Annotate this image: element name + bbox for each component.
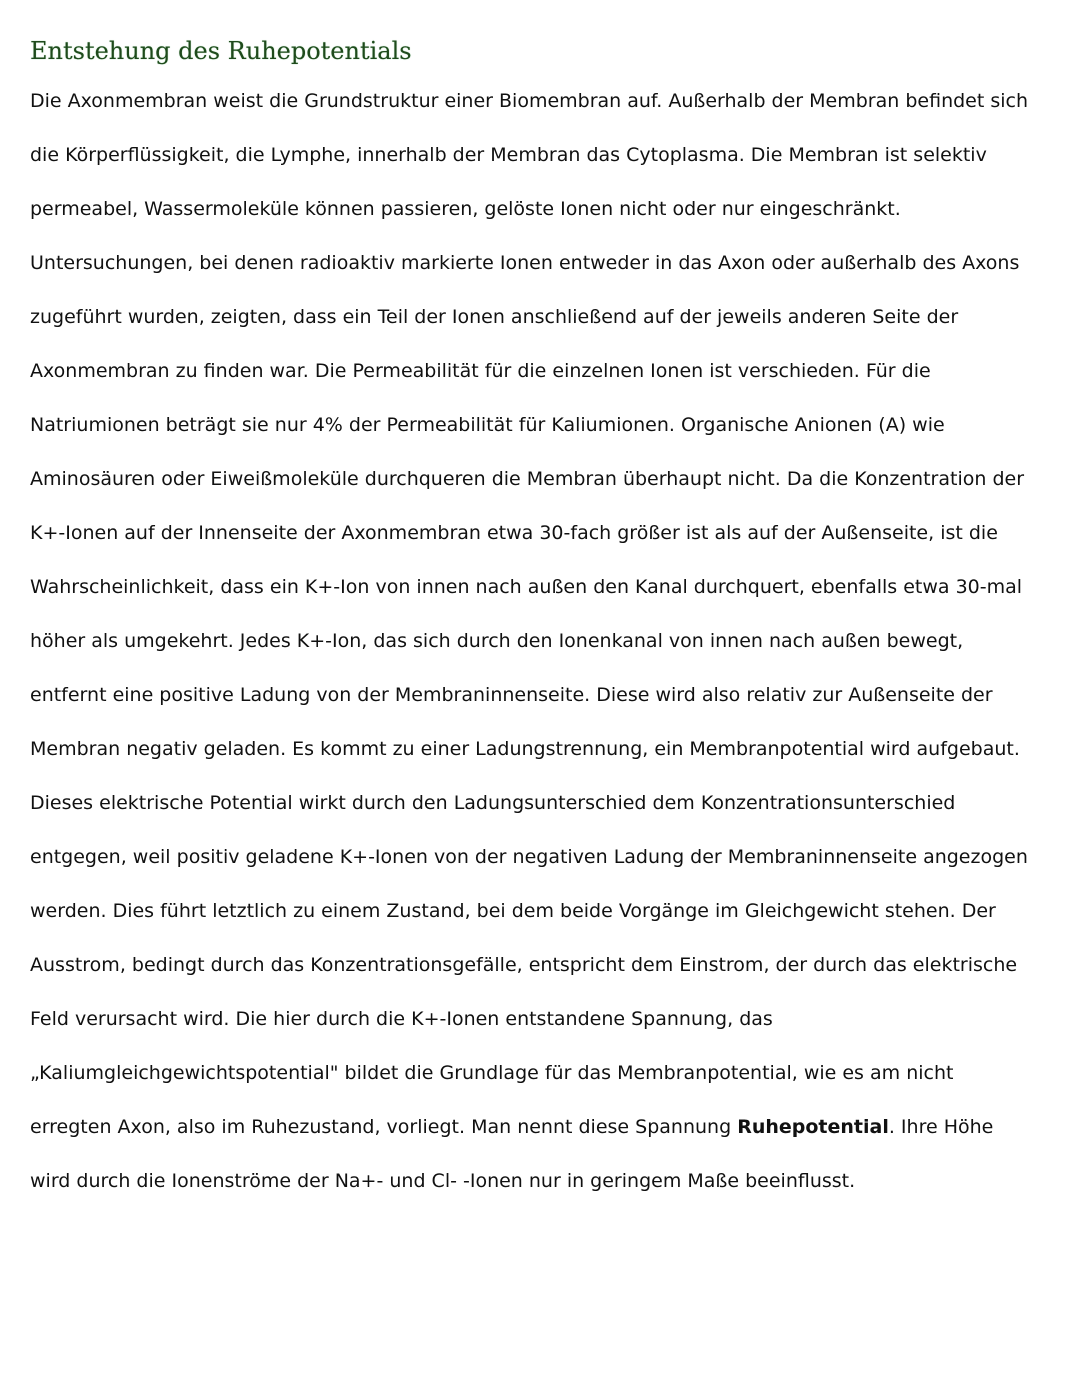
text-line: Membran negativ geladen. Es kommt zu einer Ladungstrennung, ein Membranpotential wird aufgebaut. (30, 738, 1020, 760)
text-line: die Körperflüssigkeit, die Lymphe, innerhalb der Membran das Cytoplasma. Die Membran ist selektiv (30, 144, 987, 166)
text-line-with-bold-term (30, 1100, 1060, 1154)
text-line: höher als umgekehrt. Jedes K+-Ion, das sich durch den Ionenkanal von innen nach außen bewegt, (30, 630, 964, 652)
text-line: Untersuchungen, bei denen radioaktiv markierte Ionen entweder in das Axon oder außerhalb des Axons (30, 252, 1020, 274)
document (30, 30, 1060, 1208)
bold-term-ruhepotential: Ruhepotential (737, 1116, 889, 1138)
text-line: entfernt eine positive Ladung von der Membraninnenseite. Diese wird also relativ zur Außenseite der (30, 684, 993, 706)
text-line: Die Axonmembran weist die Grundstruktur einer Biomembran auf. Außerhalb der Membran befindet sich (30, 90, 1029, 112)
text-segment: erregten Axon, also im Ruhezustand, vorliegt. Man nennt diese Spannung (30, 1116, 738, 1138)
text-line: Feld verursacht wird. Die hier durch die K+-Ionen entstandene Spannung, das (30, 1008, 773, 1030)
body-paragraph (30, 74, 1060, 1208)
text-line: Axonmembran zu finden war. Die Permeabilität für die einzelnen Ionen ist verschieden. Für die (30, 360, 931, 382)
text-line: „Kaliumgleichgewichtspotential" bildet die Grundlage für das Membranpotential, wie es am nicht (30, 1062, 954, 1084)
text-line: zugeführt wurden, zeigten, dass ein Teil der Ionen anschließend auf der jeweils anderen Seite der (30, 306, 959, 328)
text-line: Natriumionen beträgt sie nur 4% der Permeabilität für Kaliumionen. Organische Anionen (A) wie (30, 414, 945, 436)
text-line: Ausstrom, bedingt durch das Konzentrationsgefälle, entspricht dem Einstrom, der durch das elektrische (30, 954, 1018, 976)
text-line: Dieses elektrische Potential wirkt durch den Ladungsunterschied dem Konzentrationsunterschied (30, 792, 956, 814)
text-line: entgegen, weil positiv geladene K+-Ionen von der negativen Ladung der Membraninnenseite angezogen (30, 846, 1028, 868)
text-segment: . Ihre Höhe (888, 1116, 994, 1138)
text-line: wird durch die Ionenströme der Na+- und Cl- -Ionen nur in geringem Maße beeinflusst. (30, 1170, 856, 1192)
text-line: Aminosäuren oder Eiweißmoleküle durchqueren die Membran überhaupt nicht. Da die Konzentration der (30, 468, 1025, 490)
text-line: Wahrscheinlichkeit, dass ein K+-Ion von innen nach außen den Kanal durchquert, ebenfalls etwa 30-mal (30, 576, 1023, 598)
text-line: permeabel, Wassermoleküle können passieren, gelöste Ionen nicht oder nur eingeschränkt. (30, 198, 901, 220)
text-line: K+-Ionen auf der Innenseite der Axonmembran etwa 30-fach größer ist als auf der Außenseite, ist die (30, 522, 998, 544)
page-title: Entstehung des Ruhepotentials (30, 37, 412, 65)
text-line: werden. Dies führt letztlich zu einem Zustand, bei dem beide Vorgänge im Gleichgewicht stehen. Der (30, 900, 996, 922)
